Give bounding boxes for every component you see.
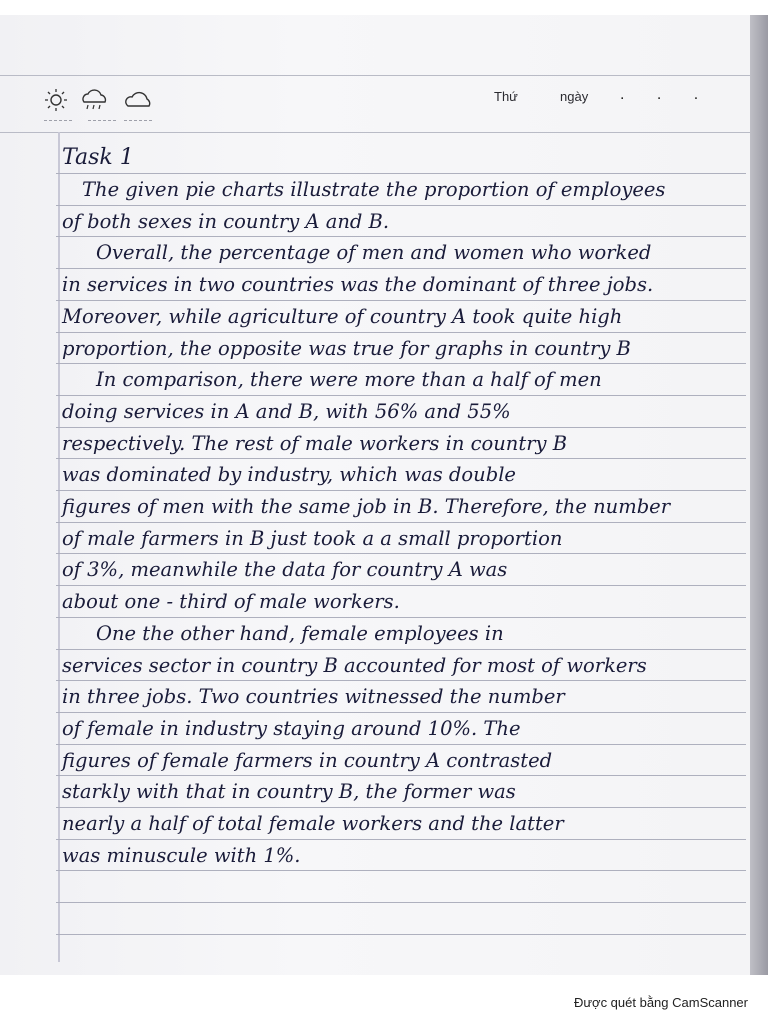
handwritten-line: was dominated by industry, which was double xyxy=(62,463,516,486)
handwritten-line: Moreover, while agriculture of country A took quite high xyxy=(62,305,623,328)
ruled-line xyxy=(56,902,746,903)
scanner-watermark: Được quét bằng CamScanner xyxy=(573,995,748,1010)
handwritten-line: about one - third of male workers. xyxy=(62,590,400,613)
ruled-line xyxy=(56,934,746,935)
date-dots: . . . xyxy=(620,86,713,103)
header-top-line xyxy=(0,75,750,76)
note-title: Task 1 xyxy=(62,145,134,170)
handwritten-line: respectively. The rest of male workers in country B xyxy=(62,432,568,455)
handwritten-line: One the other hand, female employees in xyxy=(96,622,504,645)
handwritten-line: of 3%, meanwhile the data for country A was xyxy=(62,558,508,581)
handwritten-line: of female in industry staying around 10%. The xyxy=(62,717,521,740)
notebook-binding xyxy=(750,15,768,975)
handwritten-line: nearly a half of total female workers and the latter xyxy=(62,812,564,835)
thu-label: Thứ xyxy=(494,89,518,104)
ngay-label: ngày xyxy=(560,89,589,104)
handwritten-line: figures of female farmers in country A contrasted xyxy=(62,749,553,772)
handwritten-line: In comparison, there were more than a half of men xyxy=(96,368,602,391)
handwritten-line: figures of men with the same job in B. Therefore, the number xyxy=(62,495,671,518)
margin-line xyxy=(58,132,60,962)
handwritten-line: in services in two countries was the dominant of three jobs. xyxy=(62,273,654,296)
handwritten-line: services sector in country B accounted for most of workers xyxy=(62,654,647,677)
handwritten-line: doing services in A and B, with 56% and 55% xyxy=(62,400,511,423)
handwritten-line: was minuscule with 1%. xyxy=(62,844,301,867)
weather-dash xyxy=(88,120,116,122)
header-bottom-line xyxy=(0,132,750,133)
handwritten-line: The given pie charts illustrate the proportion of employees xyxy=(82,178,666,201)
handwritten-line: Overall, the percentage of men and women who worked xyxy=(96,241,652,264)
handwritten-line: proportion, the opposite was true for graphs in country B xyxy=(62,337,631,360)
weather-icons xyxy=(44,88,156,116)
cloud-icon xyxy=(122,88,156,116)
handwritten-line: of both sexes in country A and B. xyxy=(62,210,390,233)
sun-icon xyxy=(44,88,68,116)
handwritten-line: in three jobs. Two countries witnessed the number xyxy=(62,685,565,708)
handwritten-line: of male farmers in B just took a a small proportion xyxy=(62,527,563,550)
weather-dash xyxy=(44,120,72,122)
weather-dash xyxy=(124,120,152,122)
rain-cloud-icon xyxy=(78,88,112,116)
handwritten-line: starkly with that in country B, the former was xyxy=(62,780,516,803)
